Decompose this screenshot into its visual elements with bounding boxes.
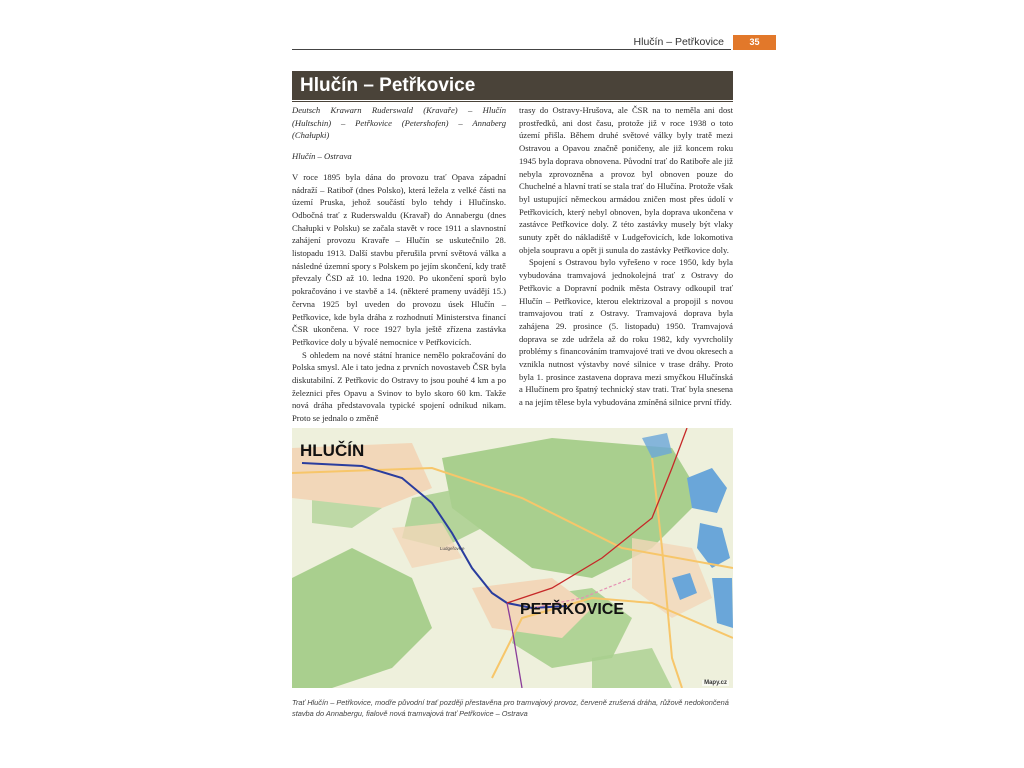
paragraph: trasy do Ostravy-Hrušova, ale ČSR na to neměla ani dost prostředků, ani dost času, protože již v roce 1938 o toto území přišla. Během druhé světové války byly tratě mezi Ostravou a Opavou značně poničeny, ale již koncem roku 1945 byla doprava obnovena. Původní trať do Ratiboře ale již nebyla zprovozněna a provoz byl obnoven pouze do Chuchelné a hlavní tratí se stala trať do Hlučína. Protože však byl ustupující německou armádou zničen most přes údolí v Petřkovicích, který nebyl obnoven, byla doprava ukončena v zastávce Petřkovice doly. Z této zastávky musely být vlaky sunuty zpět do nákladiště v Ludgeřovicích, kde lokomotiva objela soupravu a opět ji sunula do zastávky Petřkovice doly. — [519, 105, 733, 255]
article-subtitle: Deutsch Krawarn Ruderswald (Kravaře) – Hlučín (Hultschin) – Petřkovice (Petershofen) – Annaberg (Chałupki) — [292, 105, 506, 141]
section-heading: Hlučín – Ostrava — [292, 151, 352, 162]
map-credit: Mapy.cz — [704, 680, 727, 686]
map-caption: Trať Hlučín – Petřkovice, modře původní trať později přestavěna pro tramvajový provoz, červeně zrušená dráha, růžově nedokončená stavba do Annabergu, fialově nová tramvajová trať Petřkovice – Ostrava — [292, 698, 729, 718]
paragraph: S ohledem na nové státní hranice nemělo pokračování do Polska smysl. Ale i tato jedna z prvních novostaveb ČSR byla diskutabilní. Z Petřkovic do Ostravy to jsou pouhé 4 km a po železnici přes Opavu a Svinov to bylo skoro 60 km. Takže nová dráha představovala typické spojení odnikud nikam. Proto se jednalo o změně — [292, 349, 506, 424]
map-label-ludgerovice: Ludgeřovice — [440, 546, 465, 551]
right-column — [519, 104, 733, 409]
title-underline — [292, 101, 733, 102]
page-title: Hlučín – Petřkovice — [300, 75, 476, 96]
route-map — [292, 428, 733, 688]
map-graphic — [292, 428, 733, 688]
running-head: Hlučín – Petřkovice — [633, 36, 724, 48]
page-number: 35 — [733, 35, 776, 50]
map-label-petrkovice: PETŘKOVICE — [520, 601, 625, 618]
paragraph: V roce 1895 byla dána do provozu trať Opava západní nádraží – Ratiboř (dnes Polsko), která ležela z velké části na území Pruska, jehož součástí bylo tehdy i Hlučínsko. Odbočná trať z Ruderswaldu (Kravař) do Annabergu (dnes Chałupki v Polsku) se začala stavět v roce 1911 a slavnostní zahájení provozu Kravaře – Hlučín se uskutečnilo 28. listopadu 1913. Další stavbu přerušila první světová válka a následné územní spory s Polskem po jejím skončení, kdy tratě převzaly ČSD až 10. ledna 1920. Po ukončení sporů bylo pokračováno i ve stavbě a 14. (některé prameny uvádějí 15.) června 1925 byl uveden do provozu úsek Hlučín – Petřkovice, kde byla dráha z rozhodnutí Ministerstva financí ČSR ukončena. V roce 1927 byla ještě zřízena zastávka Petřkovice doly u bývalé nemocnice v Petřkovicích. — [292, 171, 506, 347]
left-column — [292, 104, 506, 425]
title-bar — [292, 71, 733, 100]
header-rule — [292, 49, 731, 50]
map-label-hlucin: HLUČÍN — [300, 441, 365, 460]
paragraph: Spojení s Ostravou bylo vyřešeno v roce 1950, kdy byla vybudována tramvajová jednokolejná trať z Ostravy do Petřkovic a Dopravní podnik města Ostravy odkoupil trať Hlučín – Petřkovice, kterou elektrizoval a propojil s novou tramvajovou tratí z Ostravy. Tramvajová doprava byla zahájena 29. prosince (5. listopadu) 1950. Tramvajová doprava se zde udržela až do roku 1982, kdy vyvrcholily problémy s financováním tramvajové trati ve dvou okresech a vznikla nutnost výstavby nové silnice v trase dráhy. Proto byla 1. prosince zastavena doprava mezi smyčkou Hlučínská a Hlučínem pro špatný technický stav trati. Trať byla snesena a na jejím tělese byla vybudována zmíněná silnice první třídy. — [519, 257, 733, 408]
